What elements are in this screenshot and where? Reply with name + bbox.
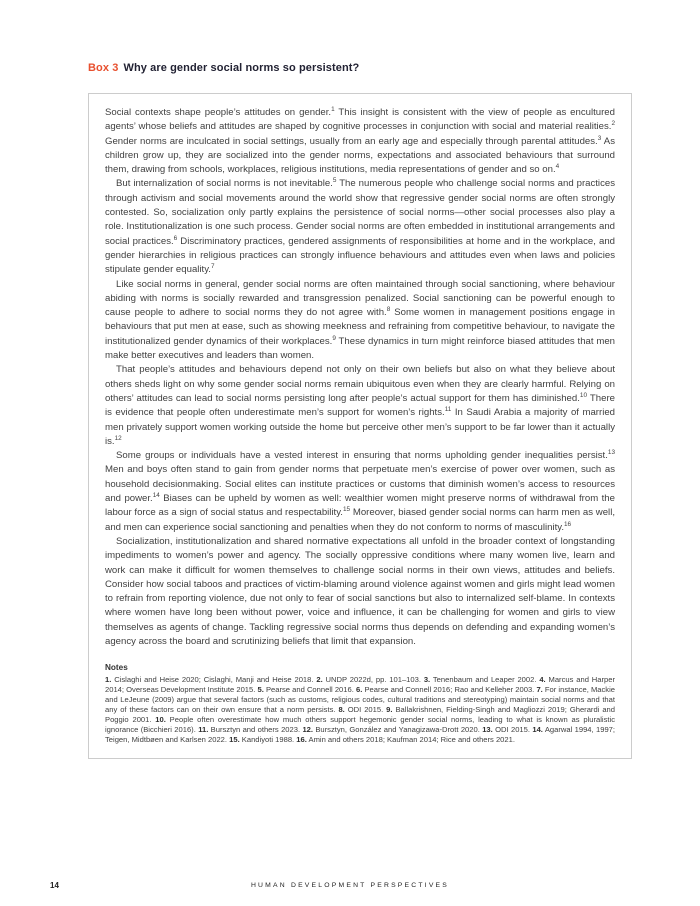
box-paragraphs (105, 106, 615, 649)
box-heading (88, 62, 632, 74)
paragraph: Socialization, institutionalization and shared normative expectations all unfold in the broader context of longstanding impediments to women’s power and agency. The socially oppressive conditions where many women live, learn and work can make it difficult for women themselves to challenge social norms in their own views, attitudes and beliefs. Consider how social taboos and practices of victim-blaming around violence against women and girls might lead women to refrain from reporting violence, due not only to fear of social sanctions but also to internalized self-blame. In contexts where women have long been without power, voice and influence, it can be challenging for women and girls to view themselves as agents of change. Tackling regressive social norms thus depends on defending and expanding women’s agency across the board and scrutinizing beliefs that limit that expansion. (105, 535, 615, 647)
paragraph: Like social norms in general, gender social norms are often maintained through social sanctioning, where behaviour abiding with norms is socially rewarded and transgression penalized. Social sanctioning can be powerful enough to cause people to adhere to social norms they do not agree with.$^8$ Some women in management positions engage in behaviours that put men at ease, such as showing meekness and refraining from competitive behaviour, to navigate the institutionalized gender dynamics of their workplaces.$^9$ These dynamics in turn might reinforce biased attitudes that men make better executives and leaders than women. (105, 278, 616, 362)
notes-heading: Notes (105, 663, 128, 673)
page-footer (0, 881, 700, 895)
paragraph: That people’s attitudes and behaviours depend not only on their own beliefs but also on what they believe about others sheds light on why some gender social norms remain ubiquitous even when they are clearly harmful. Relying on others’ attitudes can lead to social norms persisting long after people’s actual support for them has diminished.$^{10}$ There is evidence that people often underestimate men’s support for women’s rights.$^{11}$ In Saudi Arabia a majority of married men privately support women working outside the home but perceive other men’s support to be far lower than it actually is.$^{12}$ (105, 364, 615, 447)
box-title-text: Why are gender social norms so persistent? (123, 62, 360, 74)
notes-section (105, 663, 615, 744)
paragraph: Some groups or individuals have a vested interest in ensuring that norms upholding gender inequalities persist.$^{13}$ Men and boys often stand to gain from gender norms that perpetuate men’s exercise of power over women, such as household decisionmaking. Social elites can institute practices or customs that diminish women’s access to resources and power.$^{14}$ Biases can be upheld by women as well: wealthier women might preserve norms of withdrawal from the labour force as a sign of social status and respectability.$^{15}$ Moreover, biased gender social norms can harm men as well, and men can experience social sanctioning and penalties when they do not conform to norms of masculinity.$^{16}$ (105, 448, 615, 533)
box-3-container (88, 93, 632, 759)
paragraph: But internalization of social norms is not inevitable.$^5$ The numerous people who challenge social norms and practices through activism and social movements around the world show that regressive gender social norms are often strongly contested. So, socialization only partly explains the persistence of social norms—other social processes also play a role. Institutionalization is one such process. Gender social norms are often embedded in institutional arrangements and social practices.$^6$ Discriminatory practices, gendered assignments of responsibilities at home and in the workplace, and gender hierarchies in religious practices can strongly influence behaviours and attitudes even when laws and policies stipulate gender equality.$^7$ (105, 177, 615, 276)
box-label: Box 3 (88, 62, 119, 74)
page-number: 14 (50, 881, 59, 890)
paragraph: Social contexts shape people’s attitudes on gender.$^1$ This insight is consistent with the view of people as encultured agents’ whose beliefs and attitudes are shaped by cognitive processes in conjunction with social and material realities.$^2$ Gender norms are inculcated in social settings, usually from an early age and especially through parental attitudes.$^3$ As children grow up, they are socialized into the gender norms, expectations and associated behaviours that surround them, drawing from schools, workplaces, religious institutions, media representations of gender and so on.$^4$ (105, 105, 615, 176)
notes-text: 1. Cislaghi and Heise 2020; Cislaghi, Manji and Heise 2018. 2. UNDP 2022d, pp. 101–103. 3. Tenenbaum and Leaper 2002. 4. Marcus and Harper 2014; Overseas Development Institute 2015. 5. Pearse and Connell 2016. 6. Pearse and Connell 2016; Rao and Kelleher 2003. 7. For instance, Mackie and LeJeune (2009) argue that several factors (such as customs, religious codes, cultural traditions and stereotyping) maintain social norms and that any of these factors can on their own ensure that a norm persists. 8. ODI 2015. 9. Ballakrishnen, Fielding-Singh and Magliozzi 2019; Gherardi and Poggio 2001. 10. People often overestimate how much others support hegemonic gender social norms, leading to what is known as pluralistic ignorance (Bicchieri 2016). 11. Bursztyn and others 2023. 12. Bursztyn, González and Yanagizawa-Drott 2020. 13. ODI 2015. 14. Agarwal 1994, 1997; Teigen, Midtbøen and Karlsen 2022. 15. Kandiyoti 1988. 16. Amin and others 2018; Kaufman 2014; Rice and others 2021. (105, 675, 616, 744)
running-title: HUMAN DEVELOPMENT PERSPECTIVES (250, 882, 450, 889)
